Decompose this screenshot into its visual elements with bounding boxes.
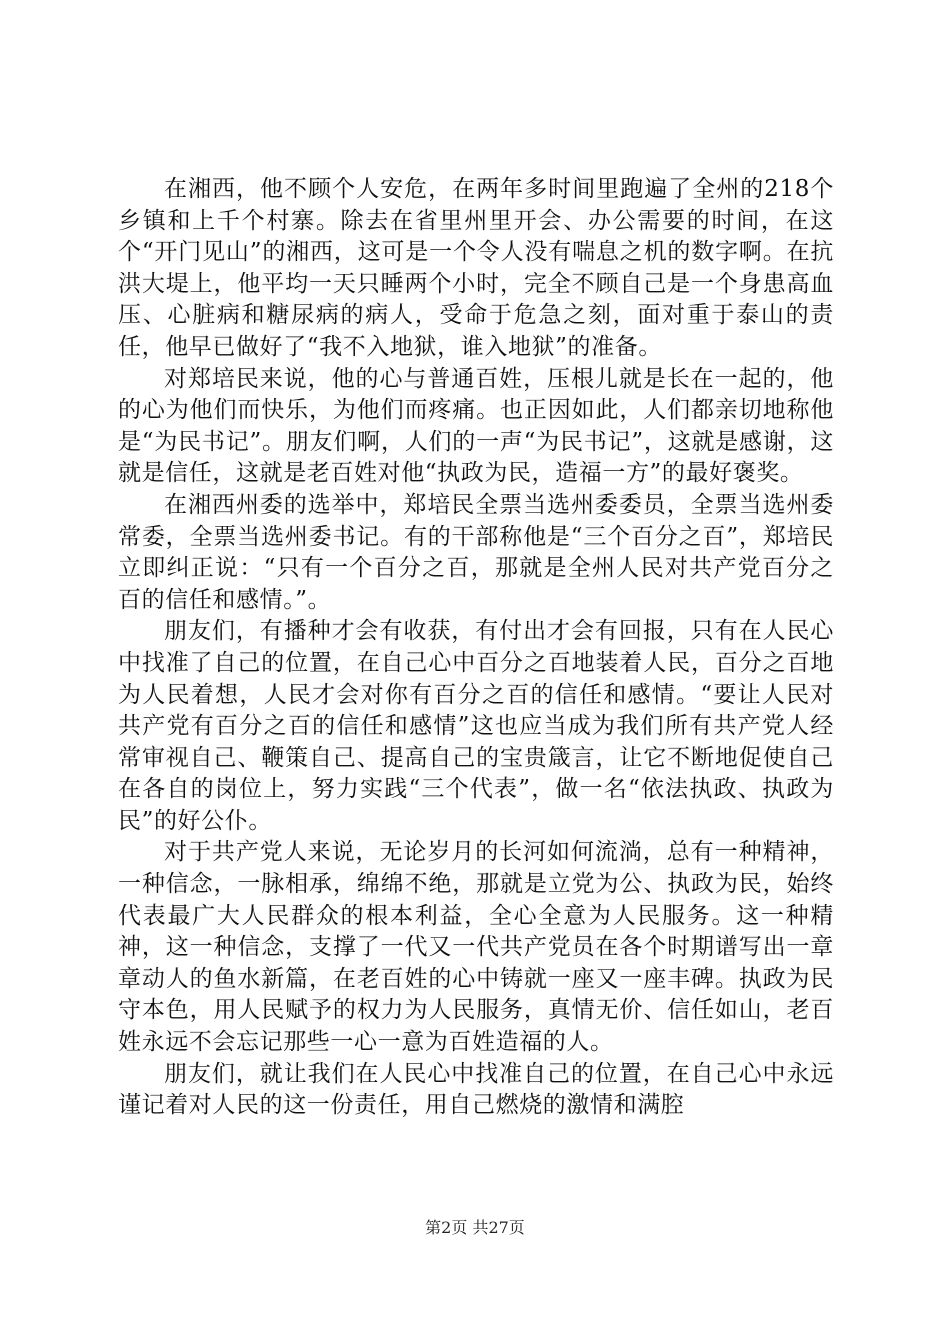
paragraph: 对于共产党人来说，无论岁月的长河如何流淌，总有一种精神，一种信念，一脉相承，绵绵不绝，那就是立党为公、执政为民，始终代表最广大人民群众的根本利益，全心全意为人民服务。这一种精神，这一种信念，支撑了一代又一代共产党员在各个时期谱写出一章章动人的鱼水新篇，在老百姓的心中铸就一座又一座丰碑。执政为民守本色，用人民赋予的权力为人民服务，真情无价、信任如山，老百姓永远不会忘记那些一心一意为百姓造福的人。: [118, 839, 834, 1056]
paragraph: 朋友们，就让我们在人民心中找准自己的位置，在自己心中永远谨记着对人民的这一份责任，用自己燃烧的激情和满腔: [118, 1060, 834, 1119]
page-footer: [0, 1218, 950, 1238]
paragraph: 在湘西，他不顾个人安危，在两年多时间里跑遍了全州的218个乡镇和上千个村寨。除去在省里州里开会、办公需要的时间，在这个“开门见山”的湘西，这可是一个令人没有喘息之机的数字啊。在抗洪大堤上，他平均一天只睡两个小时，完全不顾自己是一个身患高血压、心脏病和糖尿病的病人，受命于危急之刻，面对重于泰山的责任，他早已做好了“我不入地狱，谁入地狱”的准备。: [118, 176, 834, 360]
paragraph: 朋友们，有播种才会有收获，有付出才会有回报，只有在人民心中找准了自己的位置，在自己心中百分之百地装着人民，百分之百地为人民着想，人民才会对你有百分之百的信任和感情。“要让人民对共产党有百分之百的信任和感情”这也应当成为我们所有共产党人经常审视自己、鞭策自己、提高自己的宝贵箴言，让它不断地促使自己在各自的岗位上，努力实践“三个代表”，做一名“依法执政、执政为民”的好公仆。: [118, 618, 834, 834]
page-number: 第2页 共27页: [425, 1218, 525, 1237]
document-body: [118, 174, 834, 1122]
paragraph: 对郑培民来说，他的心与普通百姓，压根儿就是长在一起的，他的心为他们而快乐，为他们而疼痛。也正因如此，人们都亲切地称他是“为民书记”。朋友们啊，人们的一声“为民书记”，这就是感谢，这就是信任，这就是老百姓对他“执政为民，造福一方”的最好褒奖。: [118, 365, 834, 487]
paragraph: 在湘西州委的选举中，郑培民全票当选州委委员，全票当选州委常委，全票当选州委书记。有的干部称他是“三个百分之百”，郑培民立即纠正说：“只有一个百分之百，那就是全州人民对共产党百分之百的信任和感情。”。: [118, 491, 834, 613]
